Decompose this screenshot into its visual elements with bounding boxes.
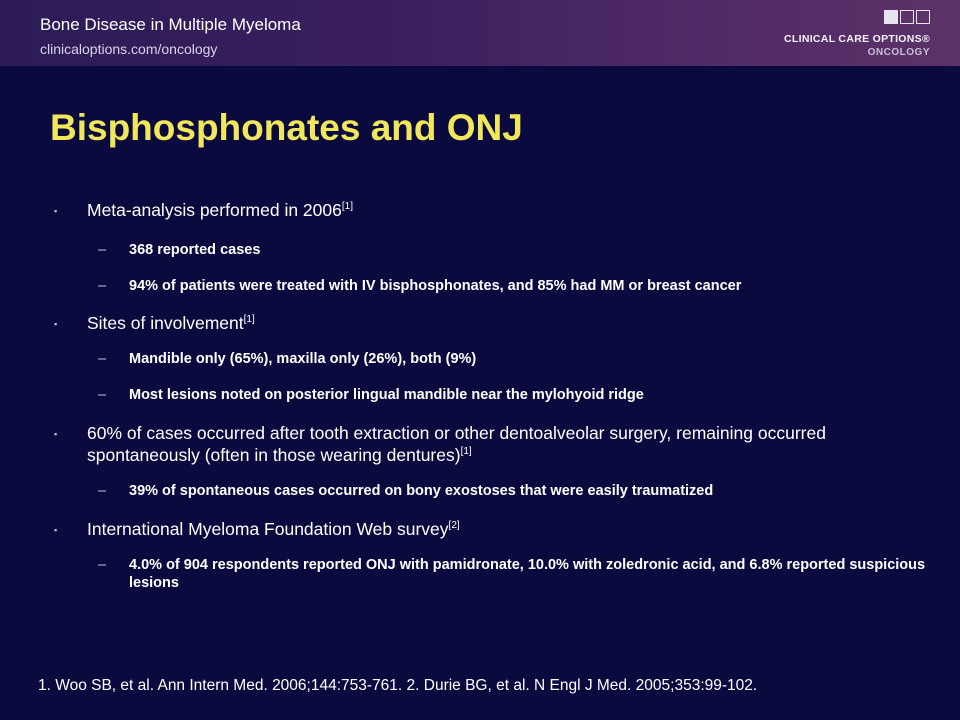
reference-marker: [1]: [341, 201, 353, 212]
sub-item: [50, 277, 930, 295]
bullet-icon: ▪: [54, 206, 58, 216]
reference-marker: [1]: [460, 446, 472, 457]
sub-item-text: 368 reported cases: [129, 242, 261, 258]
bullet-text: Sites of involvement: [87, 313, 244, 333]
bullet-item: [50, 422, 930, 466]
dash-icon: –: [98, 242, 107, 258]
dash-icon: –: [98, 351, 107, 367]
references-footnote: 1. Woo SB, et al. Ann Intern Med. 2006;144:753-761. 2. Durie BG, et al. N Engl J Med. 2005;353:99-102.: [38, 677, 758, 694]
sub-item-text: Most lesions noted on posterior lingual mandible near the mylohyoid ridge: [129, 387, 644, 403]
slide-header: [0, 0, 960, 66]
header-title: Bone Disease in Multiple Myeloma: [40, 15, 301, 34]
bullet-icon: ▪: [54, 525, 58, 535]
sub-item-text: Mandible only (65%), maxilla only (26%), both (9%): [129, 351, 477, 367]
logo-subtext: ONCOLOGY: [867, 47, 930, 58]
cco-logo: [780, 10, 930, 60]
bullet-icon: ▪: [54, 319, 58, 329]
logo-box-3: [916, 10, 930, 24]
logo-box-1: [884, 10, 898, 24]
dash-icon: –: [98, 387, 107, 403]
dash-icon: –: [98, 483, 107, 499]
bullet-item: [50, 518, 930, 540]
bullet-item: [50, 312, 930, 334]
logo-text: CLINICAL CARE OPTIONS®: [784, 33, 930, 45]
reference-marker: [1]: [243, 314, 255, 325]
dash-icon: –: [98, 278, 107, 294]
sub-item: [50, 556, 930, 592]
bullet-item: [50, 199, 930, 221]
slide-title: Bisphosphonates and ONJ: [50, 107, 523, 148]
sub-item: [50, 350, 930, 368]
sub-item: [50, 386, 930, 404]
sub-item: [50, 241, 930, 259]
logo-box-2: [900, 10, 914, 24]
bullet-text: Meta-analysis performed in 2006: [87, 200, 342, 220]
sub-item-text: 4.0% of 904 respondents reported ONJ with pamidronate, 10.0% with zoledronic acid, and 6.8% reported suspicious lesions: [129, 557, 926, 591]
slide-body: [50, 195, 930, 592]
sub-item-text: 39% of spontaneous cases occurred on bony exostoses that were easily traumatized: [129, 483, 714, 499]
sub-item: [50, 482, 930, 500]
bullet-text: 60% of cases occurred after tooth extraction or other dentoalveolar surgery, remaining occurred spontaneously (often in those wearing dentures): [87, 423, 826, 465]
dash-icon: –: [98, 557, 107, 573]
logo-mark: [884, 10, 930, 24]
header-url: clinicaloptions.com/oncology: [40, 41, 218, 57]
bullet-text: International Myeloma Foundation Web survey: [87, 519, 449, 539]
reference-marker: [2]: [448, 520, 460, 531]
bullet-icon: ▪: [54, 429, 58, 439]
sub-item-text: 94% of patients were treated with IV bisphosphonates, and 85% had MM or breast cancer: [129, 278, 742, 294]
